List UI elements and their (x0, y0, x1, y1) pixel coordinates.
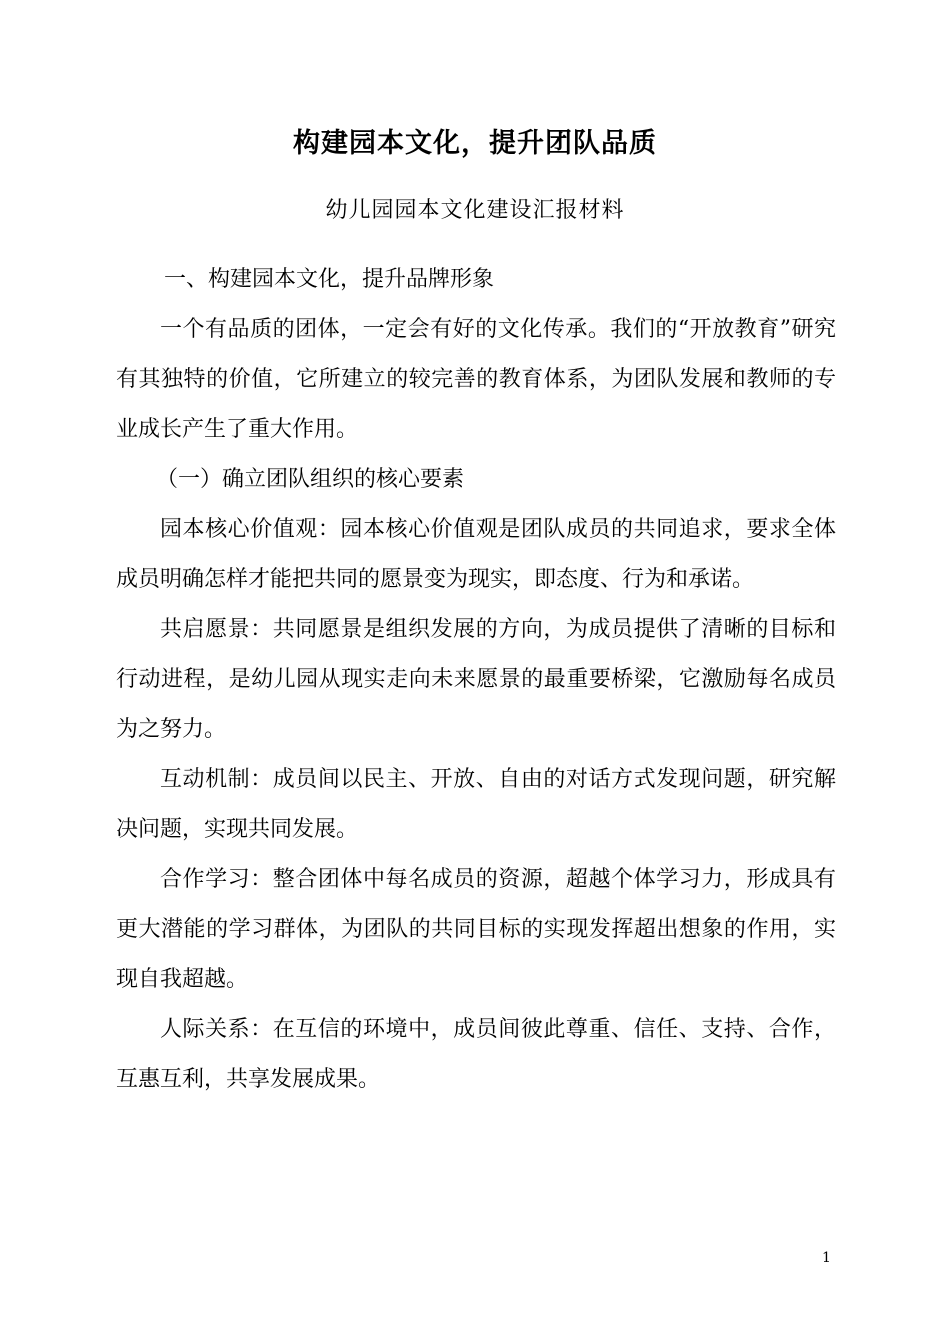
document-body (116, 255, 836, 1105)
paragraph-interpersonal-relations: 人际关系：在互信的环境中，成员间彼此尊重、信任、支持、合作，互惠互利，共享发展成果。 (116, 1017, 836, 1092)
subsection-heading: （一）确立团队组织的核心要素 (156, 467, 465, 492)
paragraph-intro: 一个有品质的团体，一定会有好的文化传承。我们的“开放教育”研究有其独特的价值，它所建立的较完善的教育体系，为团队发展和教师的专业成长产生了重大作用。 (116, 317, 836, 442)
paragraph-core-values: 园本核心价值观：园本核心价值观是团队成员的共同追求，要求全体成员明确怎样才能把共同的愿景变为现实，即态度、行为和承诺。 (116, 517, 836, 592)
paragraph-interaction-mechanism: 互动机制：成员间以民主、开放、自由的对话方式发现问题，研究解决问题，实现共同发展。 (116, 767, 836, 842)
section-heading: 一、构建园本文化，提升品牌形象 (164, 267, 495, 292)
paragraph-shared-vision: 共启愿景：共同愿景是组织发展的方向，为成员提供了清晰的目标和行动进程，是幼儿园从现实走向未来愿景的最重要桥梁，它激励每名成员为之努力。 (116, 617, 836, 742)
paragraph-cooperative-learning: 合作学习：整合团体中每名成员的资源，超越个体学习力，形成具有更大潜能的学习群体，为团队的共同目标的实现发挥超出想象的作用，实现自我超越。 (116, 867, 836, 992)
document-title: 构建园本文化，提升团队品质 (293, 128, 657, 159)
document-subtitle: 幼儿园园本文化建设汇报材料 (325, 198, 625, 223)
page-number: 1 (822, 1250, 831, 1266)
